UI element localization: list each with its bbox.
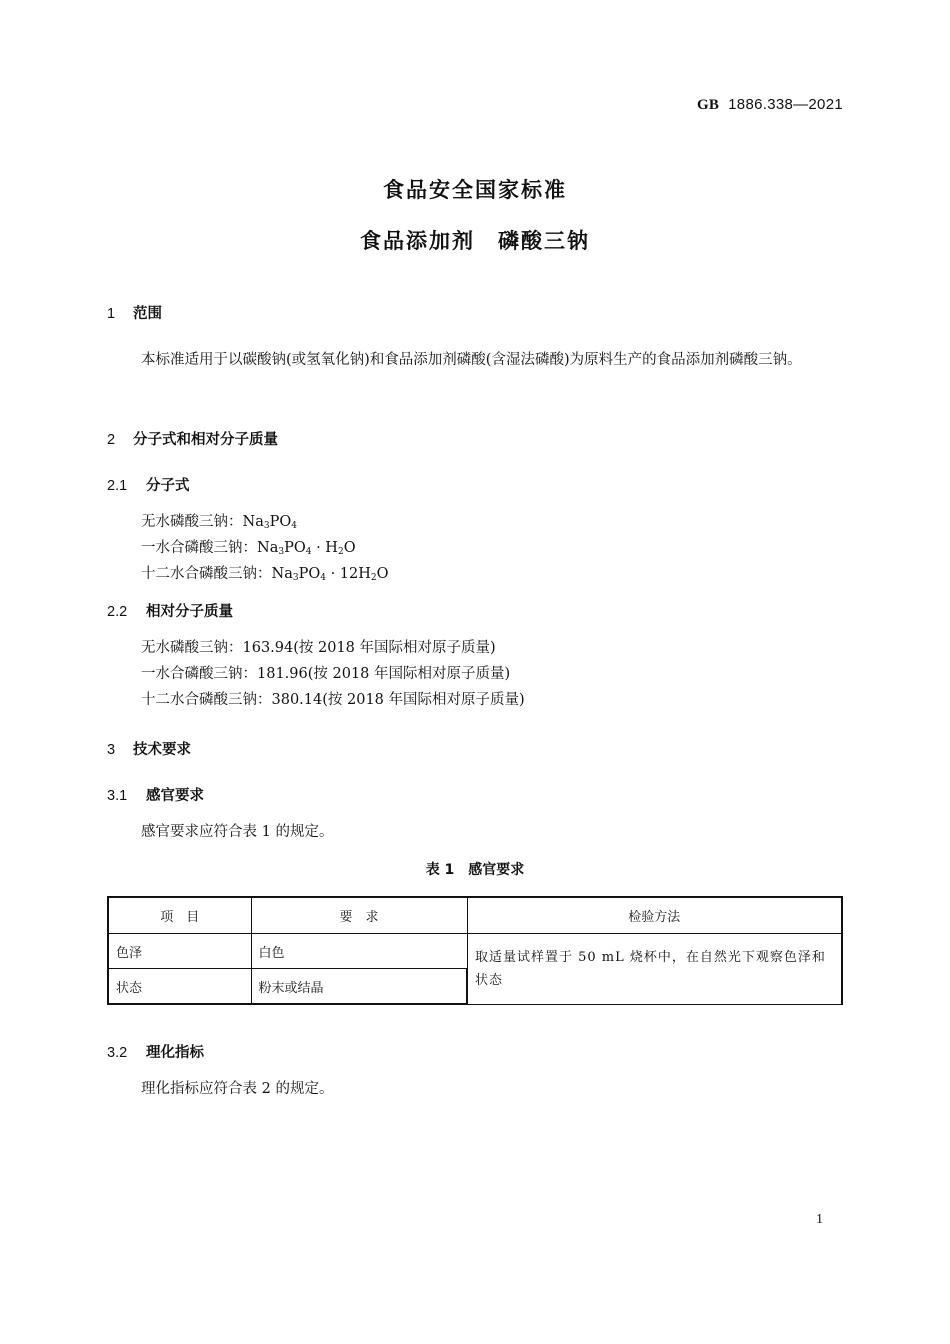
formula-dodecahydrate: 十二水合磷酸三钠：$Na_3PO_4 \cdot 12H_2O$ <box>141 566 389 583</box>
section-3-2-heading <box>107 1041 204 1062</box>
standard-code-prefix: GB <box>696 97 720 113</box>
table-cell-item: 色泽 <box>108 934 251 969</box>
section-2-2-heading <box>107 600 233 621</box>
table-cell-item: 状态 <box>108 969 251 1005</box>
section-3-1-body: 感官要求应符合表 1 的规定。 <box>141 824 334 840</box>
table-cell-method: 取适量试样置于 50 mL 烧杯中，在自然光下观察色泽和状态 <box>467 934 842 1005</box>
section-3-2-body: 理化指标应符合表 2 的规定。 <box>141 1081 334 1097</box>
formula-anhydrous: 无水磷酸三钠：$Na_3PO_4$ <box>141 514 297 531</box>
table-header-requirement: 要 求 <box>251 897 467 934</box>
table-cell-requirement: 粉末或结晶 <box>251 969 467 1005</box>
table-header-item: 项 目 <box>108 897 251 934</box>
section-2-1-heading <box>107 474 190 495</box>
section-2-2-number: 2.2 <box>107 604 128 620</box>
standard-code <box>697 96 843 114</box>
table-row <box>108 934 842 969</box>
table-header-method: 检验方法 <box>467 897 842 934</box>
section-3-heading <box>107 738 191 759</box>
mass-anhydrous: 无水磷酸三钠：163.94(按 2018 年国际相对原子质量) <box>141 640 496 656</box>
section-3-title: 技术要求 <box>133 742 191 758</box>
formula-monohydrate: 一水合磷酸三钠：$Na_3PO_4 \cdot H_2O$ <box>141 540 356 557</box>
section-1-body: 本标准适用于以碳酸钠(或氢氧化钠)和食品添加剂磷酸(含湿法磷酸)为原料生产的食品添加剂磷酸三钠。 <box>141 352 802 368</box>
section-1-number: 1 <box>107 306 116 322</box>
section-3-1-title: 感官要求 <box>146 788 204 804</box>
section-3-2-title: 理化指标 <box>146 1045 204 1061</box>
table-1-caption: 表 1 感官要求 <box>425 862 525 878</box>
section-1-title: 范围 <box>133 306 162 322</box>
document-subtitle: 食品添加剂 磷酸三钠 <box>360 229 590 253</box>
section-2-heading <box>107 428 278 449</box>
section-2-1-number: 2.1 <box>107 478 128 494</box>
section-2-2-title: 相对分子质量 <box>146 604 233 620</box>
section-1-heading <box>107 302 162 323</box>
section-3-1-number: 3.1 <box>107 788 128 804</box>
section-3-2-number: 3.2 <box>107 1045 128 1061</box>
section-2-title: 分子式和相对分子质量 <box>133 432 278 448</box>
document-title: 食品安全国家标准 <box>383 178 567 202</box>
section-3-number: 3 <box>107 742 116 758</box>
page-number: 1 <box>816 1212 823 1227</box>
section-3-1-heading <box>107 784 204 805</box>
section-2-1-title: 分子式 <box>146 478 190 494</box>
mass-monohydrate: 一水合磷酸三钠：181.96(按 2018 年国际相对原子质量) <box>141 666 511 682</box>
table-1 <box>107 896 843 1005</box>
mass-dodecahydrate: 十二水合磷酸三钠：380.14(按 2018 年国际相对原子质量) <box>141 692 525 708</box>
table-cell-requirement: 白色 <box>251 934 467 969</box>
section-2-number: 2 <box>107 432 116 448</box>
standard-code-number: 1886.338—2021 <box>728 96 843 113</box>
